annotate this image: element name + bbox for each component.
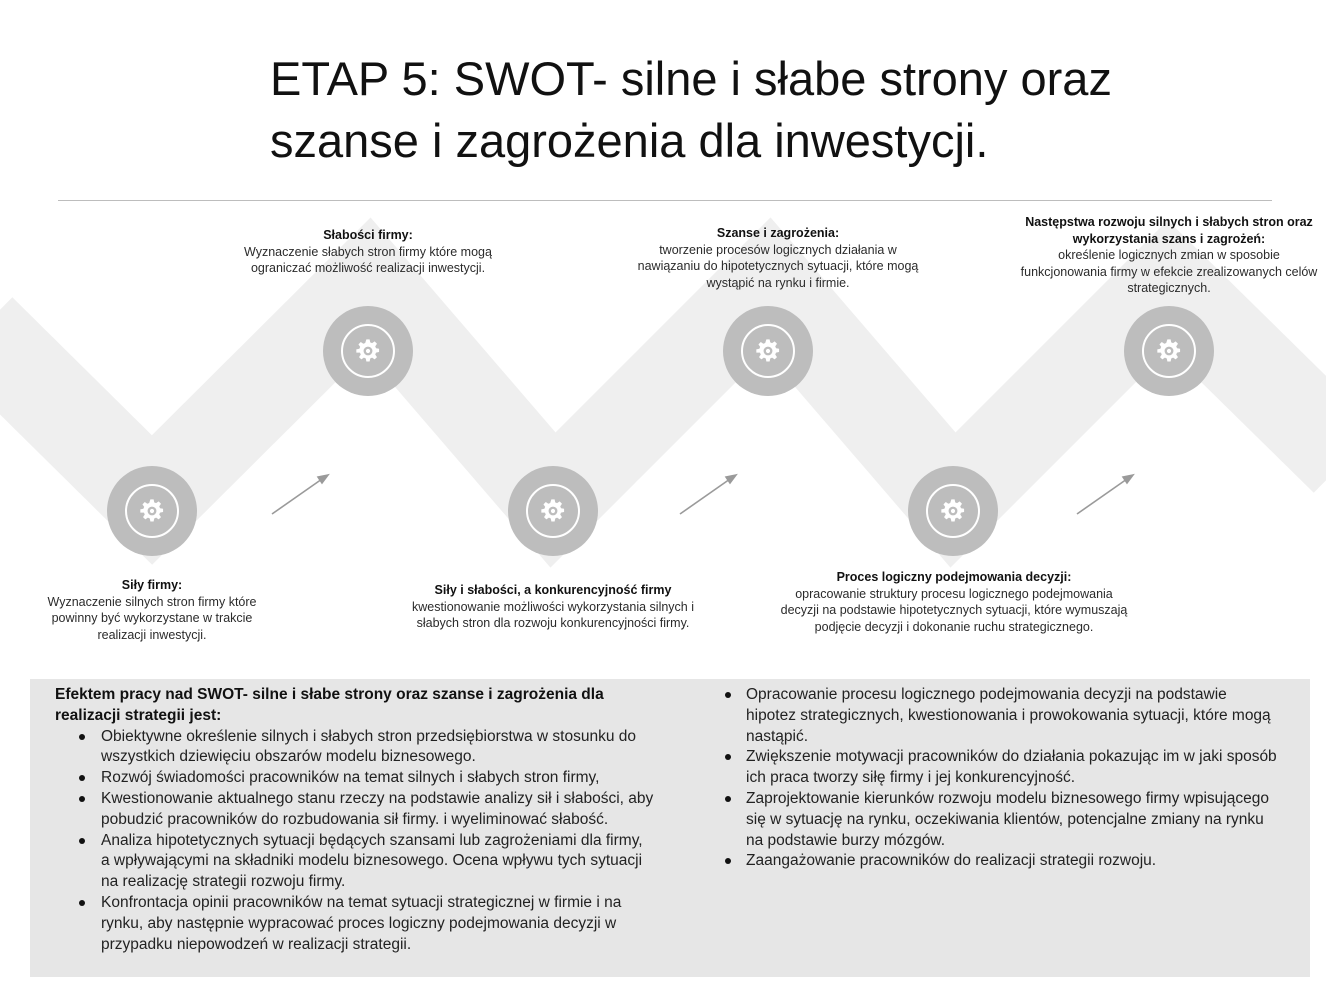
step-node-3 [508,466,598,556]
list-item: Zwiększenie motywacji pracowników do działania pokazując im w jaki sposób ich praca tworzy siłę firmy i jej konkurencyjność. [700,747,1280,789]
step-text: Wyznaczenie silnych stron firmy które powinny być wykorzystane w trakcie realizacji inwestycji. [47,594,257,642]
gear-icon [939,497,967,525]
step-text: kwestionowanie możliwości wykorzystania silnych i słabych stron dla rozwoju konkurencyjności firmy. [411,599,695,630]
summary-left-column [55,685,655,955]
list-item: Zaprojektowanie kierunków rozwoju modelu biznesowego firmy wpisującego się w sytuację na rynku, oczekiwania klientów, potencjalne zmiany na rynku na podstawie burzy mózgów. [700,789,1280,851]
step-node-1 [107,466,197,556]
list-item: Rozwój świadomości pracowników na temat silnych i słabych stron firmy, [55,768,655,789]
step-label-2 [243,227,493,277]
step-node-5 [908,466,998,556]
step-text: określenie logicznych zmian w sposobie funkcjonowania firmy w efekcie zrealizowanych celów strategicznych. [1020,248,1318,295]
gear-icon [1155,337,1183,365]
summary-intro: Efektem pracy nad SWOT- silne i słabe strony oraz szanse i zagrożenia dla realizacji strategii jest: [55,686,604,724]
step-node-6 [1124,306,1214,396]
step-label-6 [1018,214,1320,297]
step-node-4 [723,306,813,396]
step-heading: Proces logiczny podejmowania decyzji: [836,570,1072,584]
title-line-2: szanse i zagrożenia dla inwestycji. [270,114,989,167]
list-item: Konfrontacja opinii pracowników na temat sytuacji strategicznej w firmie i na rynku, aby następnie wypracować proces logiczny podejmowania decyzji w przypadku niepowodzeń w realizacji strategii. [55,893,655,955]
step-heading: Następstwa rozwoju silnych i słabych stron oraz wykorzystania szans i zagrożeń: [1025,215,1313,246]
step-node-2 [323,306,413,396]
list-item: Opracowanie procesu logicznego podejmowania decyzji na podstawie hipotez strategicznych, kwestionowania i prowokowania sytuacji, które mogą nastąpić. [700,685,1280,747]
arrow-1 [272,479,322,514]
list-item: Analiza hipotetycznych sytuacji będących szansami lub zagrożeniami dla firmy, a wpływającymi na składniki modelu biznesowego. Ocena wpływu tych sytuacji na realizację strategii rozwoju firmy. [55,831,655,893]
gear-icon [354,337,382,365]
list-item: Kwestionowanie aktualnego stanu rzeczy na podstawie analizy sił i słabości, aby pobudzić pracowników do rozbudowania sił firmy. i wyeliminować słabość. [55,789,655,831]
step-text: Wyznaczenie słabych stron firmy które mogą ograniczać możliwość realizacji inwestycji. [244,244,492,275]
summary-left-list [55,727,655,956]
step-heading: Szanse i zagrożenia: [716,226,840,240]
step-heading: Słabości firmy: [323,228,413,242]
gear-icon [754,337,782,365]
gear-icon [539,497,567,525]
arrow-2 [680,479,730,514]
step-label-3 [408,582,698,632]
list-item: Obiektywne określenie silnych i słabych stron przedsiębiorstwa w stosunku do wszystkich dziewięciu obszarów modelu biznesowego. [55,727,655,769]
summary-right-list [700,685,1280,872]
step-heading: Siły i słabości, a konkurencyjność firmy [434,583,672,597]
arrow-3 [1077,479,1127,514]
step-text: opracowanie struktury procesu logicznego podejmowania decyzji na podstawie hipotetycznych sytuacji, które wymuszają podjęcie decyzji i dokonanie ruchu strategicznego. [780,586,1128,634]
summary-right-column [700,685,1280,872]
title-line-1: ETAP 5: SWOT- silne i słabe strony oraz [270,52,1112,105]
step-heading: Siły firmy: [121,578,183,592]
step-label-1 [30,577,274,643]
list-item: Zaangażowanie pracowników do realizacji strategii rozwoju. [700,851,1280,872]
step-label-5 [780,569,1128,635]
step-label-4 [635,225,921,291]
gear-icon [138,497,166,525]
step-text: tworzenie procesów logicznych działania w nawiązaniu do hipotetycznych sytuacji, które mogą wystąpić na rynku i firmie. [637,242,919,290]
